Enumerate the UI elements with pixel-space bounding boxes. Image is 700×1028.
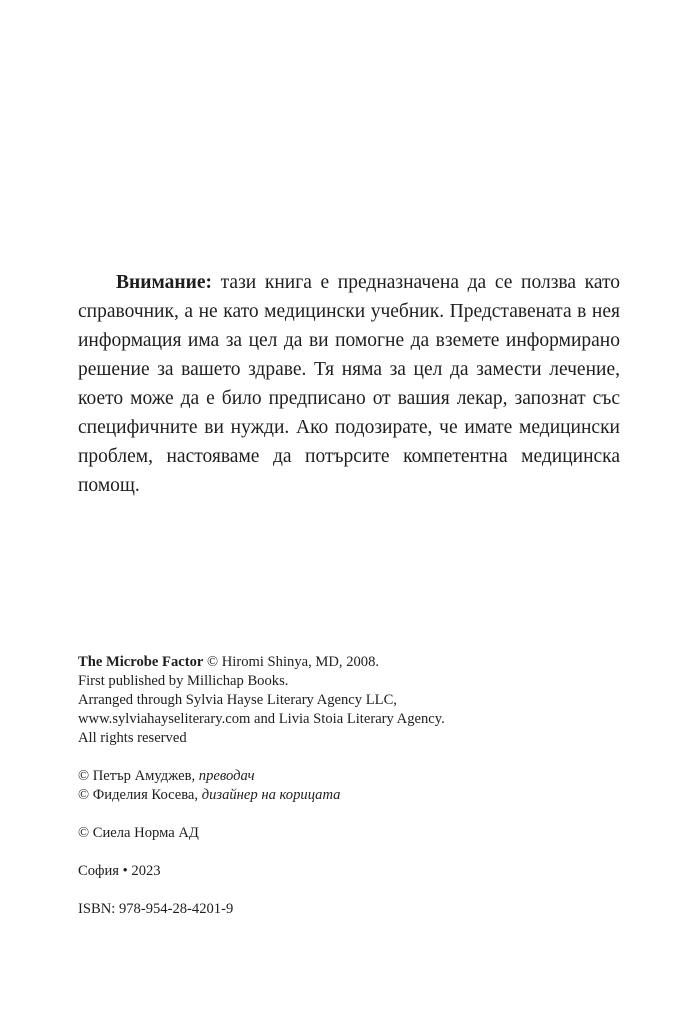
warning-notice	[78, 268, 620, 500]
notice-text: тази книга е предназначена да се ползва като справочник, а не като медицински учебник. Представената в нея информация има за цел да ви помогне да вземете информирано решение за вашето здраве. Тя няма за цел да замести лечение, което може да е било предписано от вашия лекар, запознат със специфичните ви нужди. Ако подозирате, че имате медицински проблем, настояваме да потърсите компетентна медицинска помощ.	[78, 272, 620, 496]
isbn: ISBN: 978-954-28-4201-9	[78, 901, 234, 917]
translator-role: преводач	[198, 768, 255, 784]
copyright-block	[78, 653, 638, 919]
translator-credit: © Петър Амуджев, преводач	[78, 768, 255, 784]
original-title: The Microbe Factor	[78, 654, 204, 670]
notice-lead: Внимание:	[116, 272, 212, 293]
publisher-credit: © Сиела Норма АД	[78, 825, 199, 841]
copyright-line: All rights reserved	[78, 730, 187, 746]
cover-designer-credit: © Фиделия Косева, дизайнер на корицата	[78, 787, 341, 803]
place-and-year: София • 2023	[78, 863, 161, 879]
copyright-line: First published by Millichap Books.	[78, 673, 289, 689]
copyright-title-line	[78, 653, 638, 672]
cover-designer-role: дизайнер на корицата	[201, 787, 341, 803]
original-copyright: © Hiromi Shinya, MD, 2008.	[207, 654, 380, 670]
copyright-line: www.sylviahayseliterary.com and Livia Stoia Literary Agency.	[78, 711, 445, 727]
copyright-line: Arranged through Sylvia Hayse Literary Agency LLC,	[78, 692, 397, 708]
